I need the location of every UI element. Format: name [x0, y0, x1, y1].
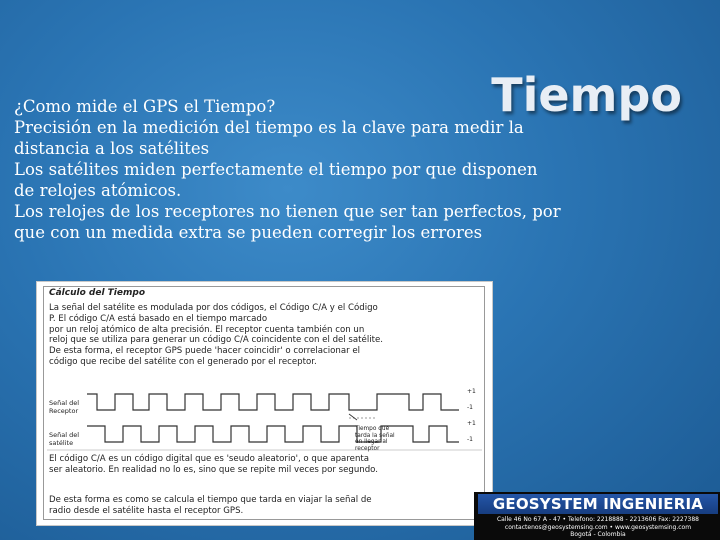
- annotation-line: tarda la señal: [355, 432, 395, 439]
- body-line: ¿Como mide el GPS el Tiempo?: [14, 97, 276, 116]
- satellite-signal-wave: [87, 426, 459, 442]
- body-line: que con un medida extra se pueden corregir los errores: [14, 223, 483, 242]
- satellite-signal-label: [49, 432, 79, 447]
- slide-body: [14, 96, 654, 243]
- code-waveform-diagram: [37, 282, 492, 525]
- timing-figure: [36, 281, 493, 526]
- figure-text-line: por un reloj atómico de alta precisión. El receptor cuenta también con un: [49, 324, 365, 335]
- annotation-line: Tiempo que: [355, 426, 390, 432]
- level-label: -1: [467, 436, 473, 443]
- figure-text-line: código que recibe del satélite con el generado por el receptor.: [49, 356, 317, 367]
- annotation-line: receptor: [355, 445, 380, 452]
- body-line: Precisión en la medición del tiempo es la clave para medir la: [14, 118, 524, 137]
- body-line: Los satélites miden perfectamente el tiempo por que disponen: [14, 160, 538, 179]
- figure-text-line: La señal del satélite es modulada por dos códigos, el Código C/A y el Código: [49, 303, 378, 313]
- figure-text-line: De esta forma es como se calcula el tiempo que tarda en viajar la señal de: [49, 495, 372, 505]
- figure-heading: Cálculo del Tiempo: [49, 288, 146, 298]
- figure-text-line: reloj que se utiliza para generar un código C/A coincidente con el del satélite.: [49, 335, 383, 346]
- figure-paragraph: [49, 454, 479, 476]
- level-label: +1: [467, 420, 476, 427]
- figure-text-line: radio desde el satélite hasta el receptor GPS.: [49, 505, 244, 516]
- level-label: +1: [467, 388, 476, 395]
- body-line: distancia a los satélites: [14, 139, 210, 158]
- figure-text-line: De esta forma, el receptor GPS puede 'hacer coincidir' o correlacionar el: [49, 346, 361, 357]
- figure-text-line: ser aleatorio. En realidad no lo es, sino que se repite mil veces por segundo.: [49, 464, 379, 475]
- label-line: satélite: [49, 438, 74, 447]
- delay-marker: [349, 414, 357, 420]
- figure-text-line: El código C/A es un código digital que es 'seudo aleatorio', o que aparenta: [49, 454, 370, 464]
- label-line: Señal del: [49, 431, 80, 439]
- slide-title: Tiempo: [491, 68, 682, 122]
- figure-paragraph: [49, 495, 479, 517]
- label-line: Señal del: [49, 399, 80, 407]
- level-label: -1: [467, 404, 473, 411]
- company-logo: [474, 492, 720, 540]
- label-line: Receptor: [49, 406, 79, 415]
- logo-name: GEOSYSTEM INGENIERIA: [478, 494, 718, 514]
- figure-text-line: P. El código C/A está basado en el tiempo marcado: [49, 313, 268, 324]
- delay-annotation: [355, 426, 395, 452]
- body-line: Los relojes de los receptores no tienen que ser tan perfectos, por: [14, 202, 561, 221]
- annotation-line: en llegar al: [355, 439, 388, 446]
- logo-contact: contactenos@geosystemsing.com • www.geosystemsing.com: [504, 523, 692, 531]
- logo-city: Bogotá - Colombia: [570, 531, 626, 538]
- body-line: de relojes atómicos.: [14, 181, 182, 200]
- receiver-signal-label: [49, 400, 79, 415]
- logo-address: Calle 46 No 67 A - 47 • Telefono: 2218888 - 2213606 Fax: 2227388: [496, 516, 699, 523]
- receiver-signal-wave: [87, 394, 459, 410]
